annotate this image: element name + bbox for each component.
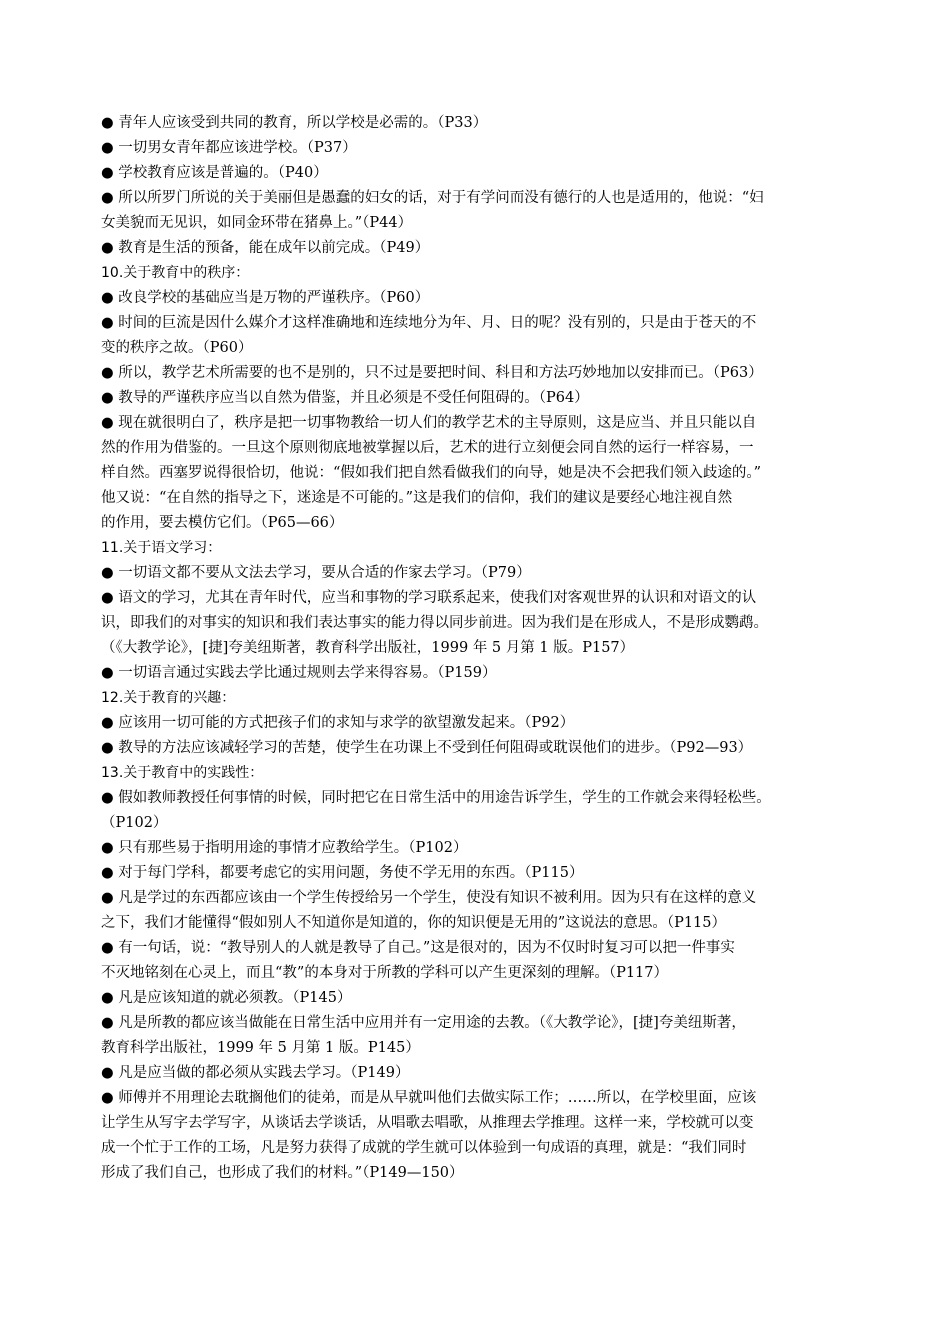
text-line-8: ● 改良学校的基础应当是万物的严谨秩序。（P60）	[101, 290, 430, 306]
section-heading-12: 12.关于教育的兴趣：	[101, 690, 236, 706]
text-line-3: ● 学校教育应该是普遍的。（P40）	[101, 165, 328, 181]
text-line-11: ● 所以，教学艺术所需要的也不是别的，只不过是要把时间、科目和方法巧妙地加以安排而已。（P63）	[101, 365, 763, 381]
text-line-41: 让学生从写字去学写字，从谈话去学谈话，从唱歌去唱歌，从推理去学推理。这样一来，学校就可以变	[101, 1115, 754, 1131]
text-line-19: ● 一切语文都不要从文法去学习，要从合适的作家去学习。（P79）	[101, 565, 531, 581]
text-line-37: ● 凡是所教的都应该当做能在日常生活中应用并有一定用途的去教。（《大教学论》，[捷]夸美纽斯著，	[101, 1015, 746, 1031]
text-line-6: ● 教育是生活的预备，能在成年以前完成。（P49）	[101, 240, 430, 256]
text-line-28: ● 假如教师教授任何事情的时候，同时把它在日常生活中的用途告诉学生，学生的工作就会来得轻松些。	[101, 790, 771, 806]
text-line-34: ● 有一句话，说：“教导别人的人就是教导了自己。”这是很对的，因为不仅时时复习可以把一件事实	[101, 940, 735, 956]
text-line-16: 他又说：“在自然的指导之下，迷途是不可能的。”这是我们的信仰，我们的建议是要经心地注视自然	[101, 490, 733, 506]
text-line-20: ● 语文的学习，尤其在青年时代，应当和事物的学习联系起来，使我们对客观世界的认识和对语文的认	[101, 590, 757, 606]
text-line-4: ● 所以所罗门所说的关于美丽但是愚蠢的妇女的话，对于有学问而没有德行的人也是适用的，他说：“妇	[101, 190, 764, 206]
text-line-40: ● 师傅并不用理论去耽搁他们的徒弟，而是从早就叫他们去做实际工作；……所以，在学校里面，应该	[101, 1090, 757, 1106]
text-line-35: 不灭地铭刻在心灵上，而且“教”的本身对于所教的学科可以产生更深刻的理解。（P117）	[101, 965, 669, 981]
section-heading-10: 10.关于教育中的秩序：	[101, 265, 250, 281]
section-heading-11: 11.关于语文学习：	[101, 540, 222, 556]
text-line-31: ● 对于每门学科，都要考虑它的实用问题，务使不学无用的东西。（P115）	[101, 865, 584, 881]
text-line-10: 变的秩序之故。（P60）	[101, 340, 253, 356]
text-line-14: 然的作用为借鉴的。一旦这个原则彻底地被掌握以后，艺术的进行立刻便会同自然的运行一样容易，一	[101, 440, 754, 456]
text-line-39: ● 凡是应当做的都必须从实践去学习。（P149）	[101, 1065, 410, 1081]
text-line-32: ● 凡是学过的东西都应该由一个学生传授给另一个学生，使没有知识不被利用。因为只有在这样的意义	[101, 890, 757, 906]
text-line-30: ● 只有那些易于指明用途的事情才应教给学生。（P102）	[101, 840, 468, 856]
text-line-12: ● 教导的严谨秩序应当以自然为借鉴，并且必须是不受任何阻碍的。（P64）	[101, 390, 589, 406]
text-line-25: ● 应该用一切可能的方式把孩子们的求知与求学的欲望激发起来。（P92）	[101, 715, 575, 731]
text-line-2: ● 一切男女青年都应该进学校。（P37）	[101, 140, 357, 156]
text-line-29: （P102）	[101, 815, 168, 831]
text-line-9: ● 时间的巨流是因什么媒介才这样准确地和连续地分为年、月、日的呢？没有别的，只是由于苍天的不	[101, 315, 757, 331]
section-heading-13: 13.关于教育中的实践性：	[101, 765, 264, 781]
text-line-23: ● 一切语言通过实践去学比通过规则去学来得容易。（P159）	[101, 665, 497, 681]
text-line-22: （《大教学论》，[捷]夸美纽斯著，教育科学出版社，1999 年 5 月第 1 版。P157）	[101, 640, 635, 656]
text-line-33: 之下，我们才能懂得“假如别人不知道你是知道的，你的知识便是无用的”这说法的意思。（P115）	[101, 915, 727, 931]
text-line-17: 的作用，要去模仿它们。（P65—66）	[101, 515, 344, 531]
text-line-1: ● 青年人应该受到共同的教育，所以学校是必需的。（P33）	[101, 115, 488, 131]
text-line-26: ● 教导的方法应该减轻学习的苦楚，使学生在功课上不受到任何阻碍或耽误他们的进步。（P92—93）	[101, 740, 753, 756]
text-line-43: 形成了我们自己，也形成了我们的材料。”（P149—150）	[101, 1165, 464, 1181]
text-line-13: ● 现在就很明白了，秩序是把一切事物教给一切人们的教学艺术的主导原则，这是应当、并且只能以自	[101, 415, 757, 431]
text-line-21: 识，即我们的对事实的知识和我们表达事实的能力得以同步前进。因为我们是在形成人，不是形成鹦鹉。	[101, 615, 768, 631]
text-line-15: 样自然。西塞罗说得很恰切，他说：“假如我们把自然看做我们的向导，她是决不会把我们领入歧途的。”	[101, 465, 762, 481]
text-line-42: 成一个忙于工作的工场，凡是努力获得了成就的学生就可以体验到一句成语的真理，就是：“我们同时	[101, 1140, 747, 1156]
text-line-38: 教育科学出版社，1999 年 5 月第 1 版。P145）	[101, 1040, 420, 1056]
document-body	[101, 111, 865, 1186]
text-line-5: 女美貌而无见识，如同金环带在猪鼻上。”（P44）	[101, 215, 413, 231]
text-line-36: ● 凡是应该知道的就必须教。（P145）	[101, 990, 352, 1006]
